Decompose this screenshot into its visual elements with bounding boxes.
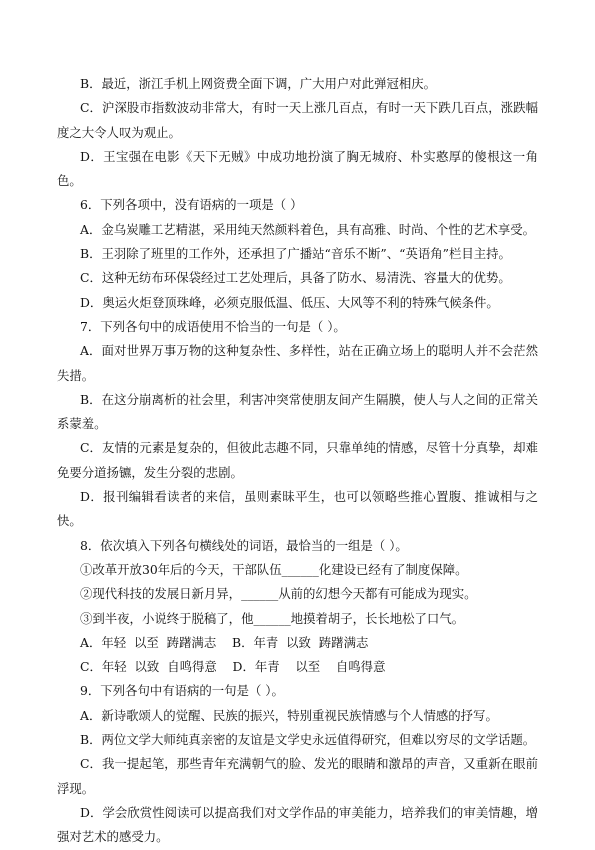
options-8cd: C．年轻 以致 自鸣得意 D．年青 以至 自鸣得意 <box>80 659 386 675</box>
option-6a: A．金乌炭雕工艺精湛，采用纯天然颜料着色，具有高雅、时尚、个性的艺术享受。 <box>80 221 536 237</box>
option-5c: C．沪深股市指数波动非常大，有时一天上涨几百点，有时一天下跌几百点，涨跌幅度之大令人叹为观止。 <box>57 100 538 140</box>
question-8: 8．依次填入下列各句横线处的词语，最恰当的一组是（ ）。 <box>80 537 408 553</box>
exam-content <box>57 72 538 850</box>
option-7c: C．友情的元素是复杂的，但彼此志趣不同，只靠单纯的情感，尽管十分真挚，却难免要分道扬镳，发生分裂的悲剧。 <box>57 440 538 480</box>
question-6: 6．下列各项中，没有语病的一项是（ ） <box>80 197 303 213</box>
option-9a: A．新诗歌颂人的觉醒、民族的振兴，特别重视民族情感与个人情感的抒写。 <box>80 707 498 723</box>
question-7: 7．下列各句中的成语使用不恰当的一句是（ ）。 <box>80 318 346 334</box>
option-5d: D．王宝强在电影《天下无贼》中成功地扮演了胸无城府、朴实憨厚的傻根这一角色。 <box>57 148 538 189</box>
option-9b: B．两位文学大师纯真亲密的友谊是文学史永远值得研究，但难以穷尽的文学话题。 <box>80 732 536 748</box>
question-9: 9．下列各句中有语病的一句是（ ）。 <box>80 683 284 699</box>
option-7a: A．面对世界万事万物的这种复杂性、多样性，站在正确立场上的聪明人并不会茫然失措。 <box>57 343 538 383</box>
option-6d: D．奥运火炬登顶珠峰，必须克服低温、低压、大风等不利的特殊气候条件。 <box>80 294 499 310</box>
option-5b: B．最近，浙江手机上网资费全面下调，广大用户对此弹冠相庆。 <box>80 76 437 91</box>
option-7d: D．报刊编辑看读者的来信，虽则素昧平生，也可以领略些推心置腹、推诚相与之快。 <box>57 489 538 529</box>
option-9c: C．我一提起笔，那些青年充满朝气的脸、发光的眼睛和激昂的声音，又重新在眼前浮现。 <box>57 756 538 796</box>
option-6c: C．这种无纺布环保袋经过工艺处理后，具备了防水、易清洗、容量大的优势。 <box>80 270 511 286</box>
sentence-8-1: ①改革开放30年后的今天，干部队伍______化建设已经有了制度保障。 <box>80 561 468 577</box>
option-7b: B．在这分崩离析的社会里，利害冲突常使朋友间产生隔膜，使人与人之间的正常关系蒙羞。 <box>57 391 538 432</box>
sentence-8-2: ②现代科技的发展日新月异，______从前的幻想今天都有可能成为现实。 <box>80 586 477 602</box>
option-9d: D．学会欣赏性阅读可以提高我们对文学作品的审美能力，培养我们的审美情趣，增强对艺术的感受力。 <box>57 804 538 845</box>
option-6b: B．王羽除了班里的工作外，还承担了广播站“音乐不断”、“英语角”栏目主持。 <box>80 246 511 262</box>
sentence-8-3: ③到半夜，小说终于脱稿了，他______地摸着胡子，长长地松了口气。 <box>80 610 465 626</box>
options-8ab: A．年轻 以至 踌躇满志 B．年青 以致 踌躇满志 <box>80 634 369 650</box>
